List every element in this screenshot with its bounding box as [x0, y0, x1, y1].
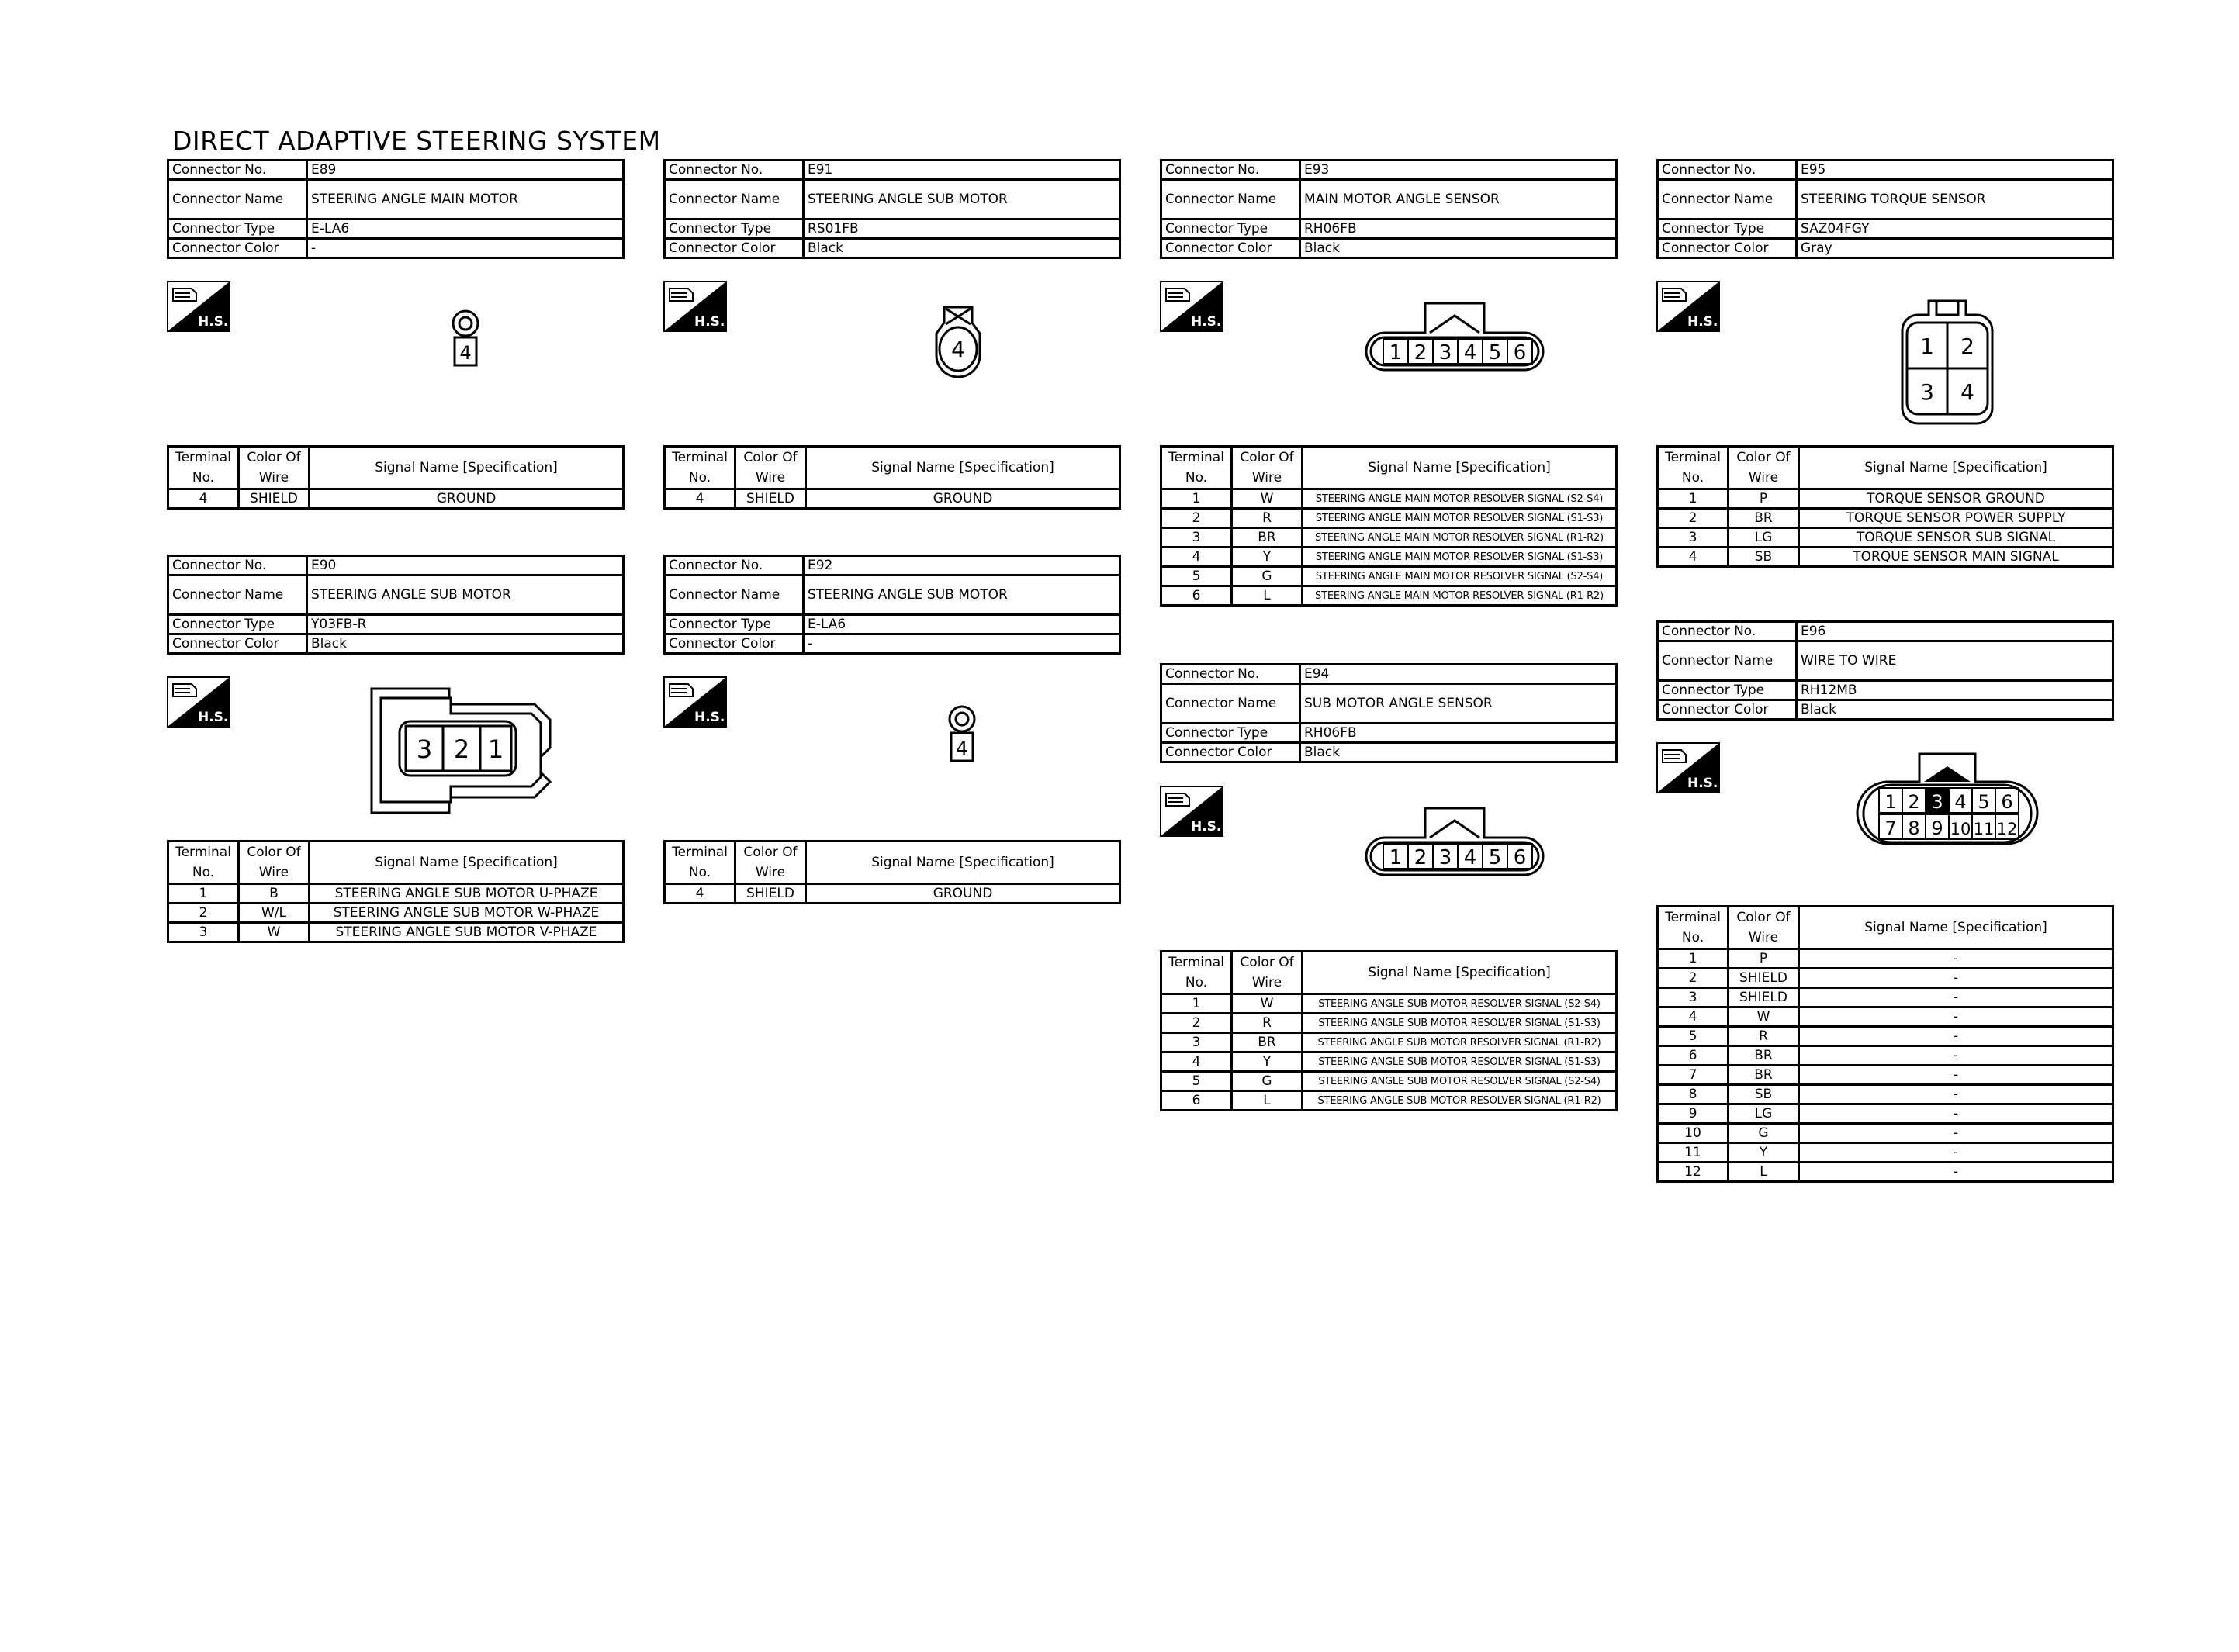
- header-terminal-no: Terminal No.: [1658, 447, 1729, 489]
- label-connector-name: Connector Name: [665, 180, 804, 219]
- connector-no: E95: [1797, 161, 2113, 180]
- connector-no: E90: [307, 556, 624, 575]
- connector-info-e89: [167, 159, 625, 259]
- header-signal-name: Signal Name [Specification]: [806, 447, 1120, 489]
- signal-name: -: [1799, 988, 2113, 1007]
- table-row: [168, 489, 624, 509]
- terminal-no: 3: [1658, 528, 1729, 548]
- wire-color: Y: [1232, 1052, 1303, 1072]
- header-color-of-wire: Color Of Wire: [1729, 447, 1799, 489]
- label-connector-type: Connector Type: [168, 219, 307, 239]
- table-row: [1658, 1007, 2113, 1027]
- wire-color: W: [1232, 994, 1303, 1014]
- terminal-no: 9: [1658, 1104, 1729, 1124]
- wire-color: SHIELD: [735, 884, 806, 904]
- header-signal-name: Signal Name [Specification]: [1799, 907, 2113, 949]
- hs-badge-text: H.S.: [1191, 314, 1222, 330]
- terminal-no: 1: [168, 884, 239, 904]
- wire-color: G: [1232, 1072, 1303, 1091]
- pin-label: 2: [1414, 341, 1427, 365]
- signal-table-e95: [1656, 445, 2114, 568]
- header-signal-name: Signal Name [Specification]: [1303, 952, 1617, 994]
- pin-label: 4: [1463, 846, 1477, 869]
- label-connector-name: Connector Name: [1658, 641, 1797, 681]
- wire-color: SHIELD: [1729, 988, 1799, 1007]
- terminal-no: 12: [1658, 1163, 1729, 1182]
- label-connector-type: Connector Type: [168, 615, 307, 634]
- signal-name: TORQUE SENSOR MAIN SIGNAL: [1799, 548, 2113, 567]
- wire-color: BR: [1729, 509, 1799, 528]
- hs-badge-text: H.S.: [1687, 776, 1718, 791]
- connector-info-e91: [663, 159, 1121, 259]
- terminal-no: 1: [1161, 489, 1232, 509]
- signal-table-e96: [1656, 905, 2114, 1183]
- page-title: DIRECT ADAPTIVE STEERING SYSTEM: [172, 126, 661, 156]
- label-connector-color: Connector Color: [665, 634, 804, 654]
- terminal-no: 2: [1161, 1014, 1232, 1033]
- connector-color: -: [307, 239, 624, 258]
- signal-name: STEERING ANGLE SUB MOTOR V-PHAZE: [310, 923, 624, 942]
- terminal-no: 4: [1161, 1052, 1232, 1072]
- table-row: [1161, 1052, 1617, 1072]
- terminal-no: 1: [1161, 994, 1232, 1014]
- signal-table-e89: [167, 445, 625, 510]
- label-connector-color: Connector Color: [1658, 700, 1797, 720]
- signal-name: STEERING ANGLE MAIN MOTOR RESOLVER SIGNAL (S2-S4): [1303, 567, 1617, 586]
- label-connector-type: Connector Type: [1658, 219, 1797, 239]
- connector-type: RH06FB: [1300, 724, 1617, 743]
- label-connector-no: Connector No.: [1161, 161, 1300, 180]
- label-connector-color: Connector Color: [665, 239, 804, 258]
- wire-color: Y: [1232, 548, 1303, 567]
- pin-label: 5: [1488, 846, 1502, 869]
- connector-diagram-e89: [442, 306, 489, 376]
- header-terminal-no: Terminal No.: [168, 842, 239, 884]
- pin-label: 6: [1513, 846, 1527, 869]
- harness-side-icon: [1160, 786, 1223, 837]
- table-row: [665, 489, 1120, 509]
- table-row: [1658, 1104, 2113, 1124]
- connector-color: Black: [804, 239, 1120, 258]
- signal-name: -: [1799, 1163, 2113, 1182]
- table-row: [1658, 1124, 2113, 1143]
- table-row: [1161, 994, 1617, 1014]
- table-row: [1161, 1033, 1617, 1052]
- pin-label: 2: [1908, 791, 1920, 813]
- label-connector-no: Connector No.: [1161, 665, 1300, 684]
- label-connector-color: Connector Color: [1658, 239, 1797, 258]
- pin-label: 4: [1960, 379, 1974, 405]
- terminal-no: 4: [1658, 548, 1729, 567]
- connector-no: E92: [804, 556, 1120, 575]
- table-row: [1658, 1066, 2113, 1085]
- header-color-of-wire: Color Of Wire: [735, 447, 806, 489]
- connector-diagram-e95: [1893, 298, 2002, 430]
- table-row: [1161, 548, 1617, 567]
- connector-info-e95: [1656, 159, 2114, 259]
- wire-color: BR: [1729, 1066, 1799, 1085]
- pin-label: 4: [459, 342, 472, 364]
- label-connector-name: Connector Name: [1658, 180, 1797, 219]
- connector-diagram-e91: [927, 301, 989, 386]
- pin-label: 4: [956, 738, 968, 759]
- table-row: [1658, 489, 2113, 509]
- signal-table-e94: [1160, 950, 1618, 1111]
- label-connector-type: Connector Type: [1658, 681, 1797, 700]
- signal-name: -: [1799, 1104, 2113, 1124]
- label-connector-name: Connector Name: [168, 575, 307, 615]
- terminal-no: 5: [1161, 567, 1232, 586]
- terminal-no: 4: [168, 489, 239, 509]
- header-color-of-wire: Color Of Wire: [239, 842, 310, 884]
- table-row: [168, 904, 624, 923]
- connector-type: RH12MB: [1797, 681, 2113, 700]
- wire-color: SHIELD: [1729, 969, 1799, 988]
- wire-color: W: [1232, 489, 1303, 509]
- header-color-of-wire: Color Of Wire: [1232, 952, 1303, 994]
- connector-name: STEERING ANGLE MAIN MOTOR: [307, 180, 624, 219]
- signal-name: STEERING ANGLE MAIN MOTOR RESOLVER SIGNAL (S2-S4): [1303, 489, 1617, 509]
- terminal-no: 7: [1658, 1066, 1729, 1085]
- wire-color: G: [1232, 567, 1303, 586]
- signal-name: TORQUE SENSOR GROUND: [1799, 489, 2113, 509]
- connector-name: STEERING TORQUE SENSOR: [1797, 180, 2113, 219]
- pin-label: 1: [1389, 846, 1403, 869]
- table-row: [1658, 509, 2113, 528]
- label-connector-name: Connector Name: [1161, 180, 1300, 219]
- wire-color: BR: [1232, 1033, 1303, 1052]
- pin-label: 1: [487, 734, 504, 764]
- hs-badge-text: H.S.: [1687, 314, 1718, 330]
- pin-label: 6: [2001, 791, 2013, 813]
- terminal-no: 10: [1658, 1124, 1729, 1143]
- connector-diagram-e93: [1362, 300, 1548, 385]
- wire-color: LG: [1729, 528, 1799, 548]
- signal-name: STEERING ANGLE MAIN MOTOR RESOLVER SIGNAL (R1-R2): [1303, 528, 1617, 548]
- connector-name: MAIN MOTOR ANGLE SENSOR: [1300, 180, 1617, 219]
- harness-side-icon: [1656, 742, 1720, 793]
- label-connector-no: Connector No.: [168, 161, 307, 180]
- signal-name: STEERING ANGLE SUB MOTOR RESOLVER SIGNAL (S2-S4): [1303, 1072, 1617, 1091]
- terminal-no: 2: [1161, 509, 1232, 528]
- terminal-no: 6: [1658, 1046, 1729, 1066]
- pin-label: 3: [416, 734, 433, 764]
- header-color-of-wire: Color Of Wire: [239, 447, 310, 489]
- terminal-no: 6: [1161, 586, 1232, 606]
- connector-name: STEERING ANGLE SUB MOTOR: [804, 180, 1120, 219]
- wire-color: BR: [1232, 528, 1303, 548]
- signal-name: -: [1799, 1124, 2113, 1143]
- wire-color: P: [1729, 949, 1799, 969]
- table-row: [1161, 1072, 1617, 1091]
- terminal-no: 5: [1658, 1027, 1729, 1046]
- pin-label: 2: [453, 734, 470, 764]
- table-row: [1161, 567, 1617, 586]
- table-row: [1658, 988, 2113, 1007]
- pin-label: 3: [1920, 379, 1934, 405]
- pin-label: 3: [1438, 846, 1452, 869]
- label-connector-color: Connector Color: [168, 634, 307, 654]
- table-row: [1161, 1014, 1617, 1033]
- table-row: [1658, 1085, 2113, 1104]
- label-connector-type: Connector Type: [1161, 724, 1300, 743]
- signal-name: STEERING ANGLE MAIN MOTOR RESOLVER SIGNAL (S1-S3): [1303, 548, 1617, 567]
- terminal-no: 11: [1658, 1143, 1729, 1163]
- header-terminal-no: Terminal No.: [665, 842, 735, 884]
- signal-name: STEERING ANGLE SUB MOTOR W-PHAZE: [310, 904, 624, 923]
- harness-side-icon: [663, 676, 727, 728]
- terminal-no: 3: [1161, 1033, 1232, 1052]
- pin-label: 12: [1996, 820, 2018, 838]
- pin-label: 11: [1973, 820, 1995, 838]
- pin-label: 1: [1389, 341, 1403, 365]
- signal-name: TORQUE SENSOR SUB SIGNAL: [1799, 528, 2113, 548]
- connector-color: Gray: [1797, 239, 2113, 258]
- table-row: [168, 923, 624, 942]
- table-row: [1658, 548, 2113, 567]
- connector-no: E94: [1300, 665, 1617, 684]
- label-connector-no: Connector No.: [168, 556, 307, 575]
- pin-label: 6: [1513, 341, 1527, 365]
- wire-color: L: [1232, 1091, 1303, 1111]
- signal-name: -: [1799, 1066, 2113, 1085]
- signal-table-e90: [167, 840, 625, 943]
- header-signal-name: Signal Name [Specification]: [1303, 447, 1617, 489]
- connector-info-e90: [167, 555, 625, 655]
- pin-label: 4: [951, 337, 965, 362]
- signal-name: STEERING ANGLE SUB MOTOR RESOLVER SIGNAL (S1-S3): [1303, 1014, 1617, 1033]
- connector-color: -: [804, 634, 1120, 654]
- connector-diagram-e90: [369, 683, 562, 818]
- signal-table-e93: [1160, 445, 1618, 607]
- terminal-no: 4: [665, 489, 735, 509]
- wire-color: R: [1232, 1014, 1303, 1033]
- pin-label: 5: [1488, 341, 1502, 365]
- signal-name: -: [1799, 1046, 2113, 1066]
- terminal-no: 1: [1658, 489, 1729, 509]
- connector-name: WIRE TO WIRE: [1797, 641, 2113, 681]
- connector-info-e96: [1656, 620, 2114, 721]
- pin-label: 2: [1414, 846, 1427, 869]
- table-row: [1658, 969, 2113, 988]
- table-row: [1658, 1163, 2113, 1182]
- signal-name: GROUND: [310, 489, 624, 509]
- connector-color: Black: [1300, 239, 1617, 258]
- wire-color: Y: [1729, 1143, 1799, 1163]
- header-signal-name: Signal Name [Specification]: [310, 447, 624, 489]
- signal-name: STEERING ANGLE MAIN MOTOR RESOLVER SIGNAL (R1-R2): [1303, 586, 1617, 606]
- hs-badge-text: H.S.: [198, 314, 229, 330]
- harness-side-icon: [1160, 281, 1223, 332]
- wire-color: W: [239, 923, 310, 942]
- signal-name: STEERING ANGLE SUB MOTOR RESOLVER SIGNAL (R1-R2): [1303, 1033, 1617, 1052]
- header-signal-name: Signal Name [Specification]: [806, 842, 1120, 884]
- hs-badge-text: H.S.: [1191, 819, 1222, 835]
- header-terminal-no: Terminal No.: [665, 447, 735, 489]
- pin-label: 3: [1438, 341, 1452, 365]
- hs-badge-text: H.S.: [694, 710, 725, 725]
- connector-type: SAZ04FGY: [1797, 219, 2113, 239]
- terminal-no: 3: [1161, 528, 1232, 548]
- wire-color: L: [1729, 1163, 1799, 1182]
- header-signal-name: Signal Name [Specification]: [310, 842, 624, 884]
- signal-name: -: [1799, 1143, 2113, 1163]
- wire-color: SB: [1729, 548, 1799, 567]
- harness-side-icon: [167, 676, 230, 728]
- connector-no: E96: [1797, 622, 2113, 641]
- connector-type: RS01FB: [804, 219, 1120, 239]
- connector-color: Black: [307, 634, 624, 654]
- pin-label: 7: [1884, 817, 1897, 839]
- wire-color: L: [1232, 586, 1303, 606]
- connector-color: Black: [1300, 743, 1617, 762]
- table-row: [1161, 1091, 1617, 1111]
- header-color-of-wire: Color Of Wire: [1729, 907, 1799, 949]
- table-row: [1161, 586, 1617, 606]
- pin-label: 4: [1954, 791, 1967, 813]
- pin-label: 2: [1960, 334, 1974, 359]
- pin-label: 1: [1920, 334, 1934, 359]
- wire-color: SB: [1729, 1085, 1799, 1104]
- label-connector-type: Connector Type: [1161, 219, 1300, 239]
- header-color-of-wire: Color Of Wire: [1232, 447, 1303, 489]
- terminal-no: 4: [665, 884, 735, 904]
- connector-name: SUB MOTOR ANGLE SENSOR: [1300, 684, 1617, 724]
- wire-color: P: [1729, 489, 1799, 509]
- signal-name: -: [1799, 1007, 2113, 1027]
- terminal-no: 2: [1658, 509, 1729, 528]
- label-connector-name: Connector Name: [1161, 684, 1300, 724]
- connector-no: E89: [307, 161, 624, 180]
- terminal-no: 3: [1658, 988, 1729, 1007]
- table-row: [168, 884, 624, 904]
- wire-color: BR: [1729, 1046, 1799, 1066]
- hs-badge-text: H.S.: [694, 314, 725, 330]
- signal-table-e92: [663, 840, 1121, 904]
- signal-name: TORQUE SENSOR POWER SUPPLY: [1799, 509, 2113, 528]
- table-row: [1658, 1143, 2113, 1163]
- terminal-no: 1: [1658, 949, 1729, 969]
- table-row: [1658, 1046, 2113, 1066]
- wire-color: LG: [1729, 1104, 1799, 1124]
- label-connector-color: Connector Color: [168, 239, 307, 258]
- connector-type: Y03FB-R: [307, 615, 624, 634]
- connector-no: E93: [1300, 161, 1617, 180]
- label-connector-no: Connector No.: [665, 161, 804, 180]
- header-terminal-no: Terminal No.: [1161, 952, 1232, 994]
- terminal-no: 3: [168, 923, 239, 942]
- connector-color: Black: [1797, 700, 2113, 720]
- table-row: [1161, 489, 1617, 509]
- label-connector-no: Connector No.: [1658, 161, 1797, 180]
- table-row: [1658, 949, 2113, 969]
- signal-name: GROUND: [806, 884, 1120, 904]
- label-connector-name: Connector Name: [665, 575, 804, 615]
- connector-diagram-e92: [939, 702, 985, 772]
- connector-info-e94: [1160, 663, 1618, 763]
- connector-diagram-e96: [1854, 751, 2040, 863]
- harness-side-icon: [167, 281, 230, 332]
- terminal-no: 5: [1161, 1072, 1232, 1091]
- pin-label: 4: [1463, 341, 1477, 365]
- header-signal-name: Signal Name [Specification]: [1799, 447, 2113, 489]
- label-connector-type: Connector Type: [665, 219, 804, 239]
- signal-name: STEERING ANGLE SUB MOTOR RESOLVER SIGNAL (S2-S4): [1303, 994, 1617, 1014]
- harness-side-icon: [663, 281, 727, 332]
- label-connector-color: Connector Color: [1161, 239, 1300, 258]
- wire-color: SHIELD: [735, 489, 806, 509]
- connector-info-e92: [663, 555, 1121, 655]
- wire-color: R: [1729, 1027, 1799, 1046]
- header-terminal-no: Terminal No.: [168, 447, 239, 489]
- table-row: [1161, 509, 1617, 528]
- terminal-no: 4: [1658, 1007, 1729, 1027]
- terminal-no: 6: [1161, 1091, 1232, 1111]
- wire-color: R: [1232, 509, 1303, 528]
- table-row: [1161, 528, 1617, 548]
- connector-name: STEERING ANGLE SUB MOTOR: [307, 575, 624, 615]
- pin-label: 9: [1931, 817, 1943, 839]
- signal-name: STEERING ANGLE SUB MOTOR RESOLVER SIGNAL (S1-S3): [1303, 1052, 1617, 1072]
- pin-label: 5: [1978, 791, 1990, 813]
- table-row: [1658, 1027, 2113, 1046]
- table-row: [665, 884, 1120, 904]
- label-connector-no: Connector No.: [1658, 622, 1797, 641]
- table-row: [1658, 528, 2113, 548]
- wire-color: W/L: [239, 904, 310, 923]
- connector-type: E-LA6: [307, 219, 624, 239]
- label-connector-color: Connector Color: [1161, 743, 1300, 762]
- connector-type: E-LA6: [804, 615, 1120, 634]
- pin-label: 10: [1950, 820, 1971, 838]
- wire-color: B: [239, 884, 310, 904]
- wire-color: W: [1729, 1007, 1799, 1027]
- harness-side-icon: [1656, 281, 1720, 332]
- label-connector-type: Connector Type: [665, 615, 804, 634]
- connector-diagram-e94: [1362, 805, 1548, 890]
- pin-label: 8: [1908, 817, 1920, 839]
- wire-color: G: [1729, 1124, 1799, 1143]
- hs-badge-text: H.S.: [198, 710, 229, 725]
- label-connector-name: Connector Name: [168, 180, 307, 219]
- signal-name: GROUND: [806, 489, 1120, 509]
- signal-name: -: [1799, 1085, 2113, 1104]
- terminal-no: 8: [1658, 1085, 1729, 1104]
- terminal-no: 2: [168, 904, 239, 923]
- terminal-no: 4: [1161, 548, 1232, 567]
- connector-type: RH06FB: [1300, 219, 1617, 239]
- terminal-no: 2: [1658, 969, 1729, 988]
- signal-name: -: [1799, 1027, 2113, 1046]
- label-connector-no: Connector No.: [665, 556, 804, 575]
- header-terminal-no: Terminal No.: [1658, 907, 1729, 949]
- signal-table-e91: [663, 445, 1121, 510]
- wire-color: SHIELD: [239, 489, 310, 509]
- signal-name: STEERING ANGLE SUB MOTOR RESOLVER SIGNAL (R1-R2): [1303, 1091, 1617, 1111]
- pin-label: 3: [1931, 791, 1943, 813]
- pin-label: 1: [1884, 791, 1897, 813]
- header-color-of-wire: Color Of Wire: [735, 842, 806, 884]
- signal-name: STEERING ANGLE SUB MOTOR U-PHAZE: [310, 884, 624, 904]
- header-terminal-no: Terminal No.: [1161, 447, 1232, 489]
- signal-name: STEERING ANGLE MAIN MOTOR RESOLVER SIGNAL (S1-S3): [1303, 509, 1617, 528]
- connector-info-e93: [1160, 159, 1618, 259]
- connector-no: E91: [804, 161, 1120, 180]
- connector-name: STEERING ANGLE SUB MOTOR: [804, 575, 1120, 615]
- signal-name: -: [1799, 969, 2113, 988]
- signal-name: -: [1799, 949, 2113, 969]
